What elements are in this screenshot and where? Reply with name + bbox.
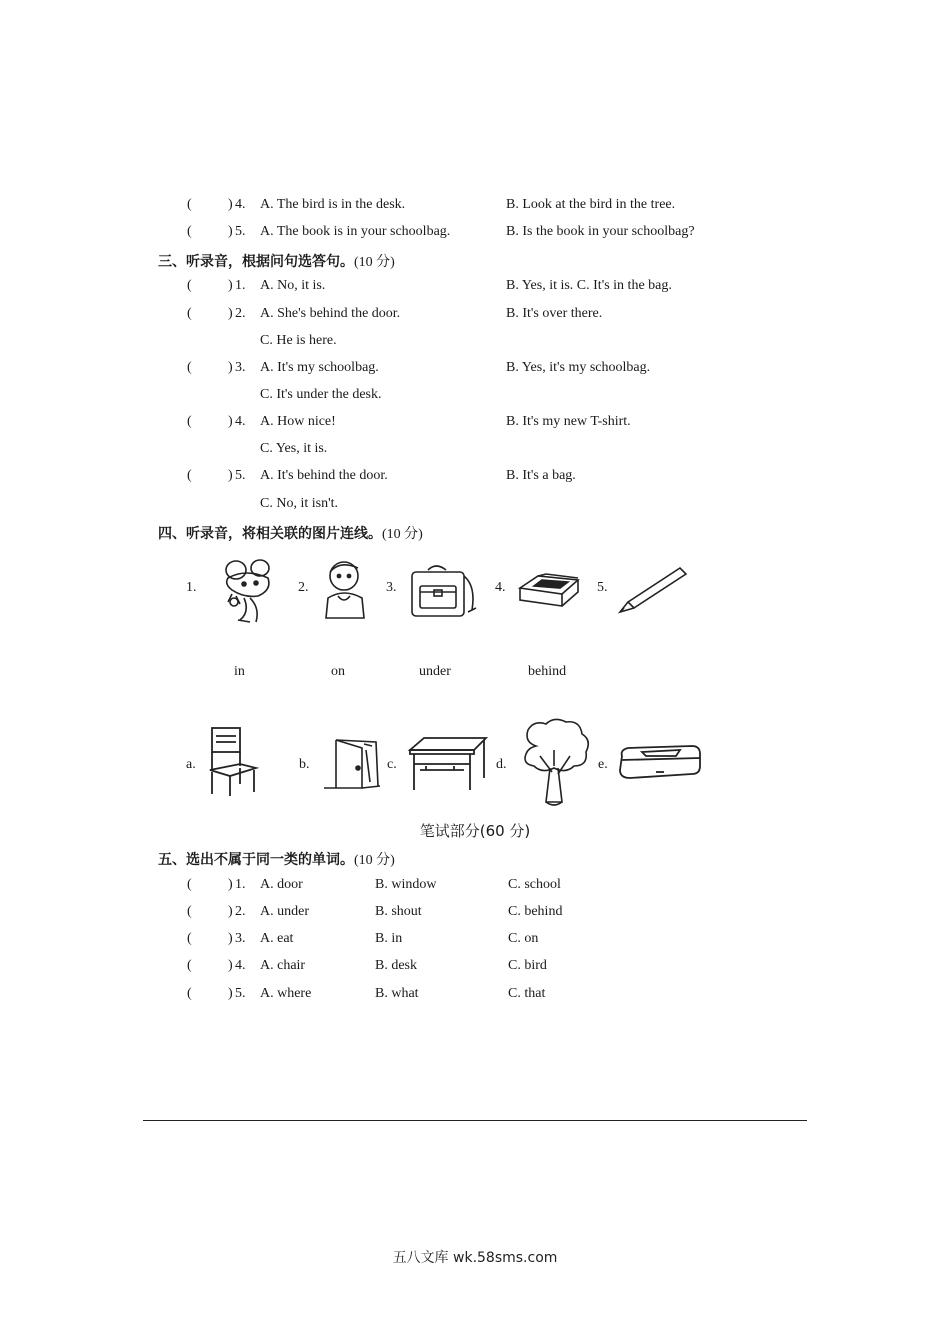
question-row bbox=[0, 360, 950, 380]
position-word: behind bbox=[528, 664, 567, 679]
written-part-title: 笔试部分(60 分) bbox=[419, 822, 531, 840]
option-a: A. She's behind the door. bbox=[260, 306, 401, 321]
question-number: 2. bbox=[235, 904, 246, 919]
section-points: (10 分) bbox=[354, 853, 395, 868]
picture-label: b. bbox=[299, 757, 310, 772]
question-number: 3. bbox=[235, 931, 246, 946]
answer-bracket-close: ) bbox=[228, 197, 233, 212]
option-b: B. Is the book in your schoolbag? bbox=[506, 224, 695, 239]
question-number: 5. bbox=[235, 224, 246, 239]
option-a: A. How nice! bbox=[260, 414, 336, 429]
picture-label: 3. bbox=[386, 580, 397, 595]
option-a: A. The book is in your schoolbag. bbox=[260, 224, 451, 239]
answer-bracket-open[interactable]: ( bbox=[187, 306, 192, 321]
question-row bbox=[0, 877, 950, 897]
question-number: 4. bbox=[235, 197, 246, 212]
answer-bracket-close: ) bbox=[228, 414, 233, 429]
footer-watermark[interactable]: 五八文库 wk.58sms.com bbox=[392, 1250, 558, 1266]
page-divider bbox=[143, 1120, 807, 1121]
answer-bracket-open[interactable]: ( bbox=[187, 224, 192, 239]
question-row bbox=[0, 306, 950, 326]
question-number: 3. bbox=[235, 360, 246, 375]
option-b: B. what bbox=[375, 986, 419, 1001]
answer-bracket-close: ) bbox=[228, 958, 233, 973]
answer-bracket-open[interactable]: ( bbox=[187, 904, 192, 919]
picture-label: c. bbox=[387, 757, 397, 772]
option-b: B. shout bbox=[375, 904, 422, 919]
answer-bracket-open[interactable]: ( bbox=[187, 931, 192, 946]
option-c: C. It's under the desk. bbox=[260, 387, 382, 402]
answer-bracket-open[interactable]: ( bbox=[187, 360, 192, 375]
question-number: 1. bbox=[235, 278, 246, 293]
option-a: A. door bbox=[260, 877, 303, 892]
section-title: 三、听录音，根据问句选答句。 bbox=[158, 254, 354, 270]
section-3-heading bbox=[158, 251, 395, 271]
position-word: in bbox=[234, 664, 245, 679]
question-number: 5. bbox=[235, 986, 246, 1001]
picture-label: a. bbox=[186, 757, 196, 772]
question-row bbox=[0, 197, 950, 217]
question-row bbox=[0, 986, 950, 1006]
answer-bracket-open[interactable]: ( bbox=[187, 877, 192, 892]
answer-bracket-close: ) bbox=[228, 360, 233, 375]
option-b: B. Yes, it is. C. It's in the bag. bbox=[506, 278, 672, 293]
question-row bbox=[0, 931, 950, 951]
option-c: C. Yes, it is. bbox=[260, 441, 328, 456]
option-a: A. under bbox=[260, 904, 309, 919]
question-number: 2. bbox=[235, 306, 246, 321]
section-points: (10 分) bbox=[382, 527, 423, 542]
answer-bracket-close: ) bbox=[228, 306, 233, 321]
pencil-icon[interactable] bbox=[616, 564, 688, 614]
option-b: B. desk bbox=[375, 958, 417, 973]
position-word: on bbox=[331, 664, 345, 679]
option-c: C. behind bbox=[508, 904, 563, 919]
option-c: C. school bbox=[508, 877, 561, 892]
question-number: 1. bbox=[235, 877, 246, 892]
option-b: B. It's a bag. bbox=[506, 468, 576, 483]
option-b: B. Look at the bird in the tree. bbox=[506, 197, 676, 212]
answer-bracket-close: ) bbox=[228, 904, 233, 919]
option-c: C. He is here. bbox=[260, 333, 337, 348]
option-c: C. bird bbox=[508, 958, 547, 973]
option-a: A. chair bbox=[260, 958, 306, 973]
option-b: B. It's over there. bbox=[506, 306, 603, 321]
answer-bracket-close: ) bbox=[228, 986, 233, 1001]
answer-bracket-close: ) bbox=[228, 931, 233, 946]
option-c: C. No, it isn't. bbox=[260, 496, 338, 511]
position-word: under bbox=[419, 664, 451, 679]
question-row bbox=[0, 468, 950, 488]
option-c: C. that bbox=[508, 986, 546, 1001]
picture-label: e. bbox=[598, 757, 608, 772]
picture-label: 2. bbox=[298, 580, 309, 595]
section-5-heading bbox=[158, 849, 395, 869]
desk-icon[interactable] bbox=[406, 734, 490, 792]
eraser-icon[interactable] bbox=[516, 570, 582, 610]
option-c-row bbox=[0, 333, 950, 353]
question-row bbox=[0, 958, 950, 978]
tree-icon[interactable] bbox=[516, 716, 594, 810]
section-points: (10 分) bbox=[354, 255, 395, 270]
option-b: B. Yes, it's my schoolbag. bbox=[506, 360, 651, 375]
option-c-row bbox=[0, 387, 950, 407]
section-title: 四、听录音，将相关联的图片连线。 bbox=[158, 526, 382, 542]
question-row bbox=[0, 414, 950, 434]
answer-bracket-close: ) bbox=[228, 468, 233, 483]
option-a: A. eat bbox=[260, 931, 294, 946]
question-row bbox=[0, 224, 950, 244]
answer-bracket-close: ) bbox=[228, 224, 233, 239]
option-b: B. It's my new T-shirt. bbox=[506, 414, 631, 429]
option-c-row bbox=[0, 496, 950, 516]
option-a: A. where bbox=[260, 986, 312, 1001]
answer-bracket-close: ) bbox=[228, 877, 233, 892]
schoolbag-icon[interactable] bbox=[406, 562, 478, 620]
picture-label: d. bbox=[496, 757, 507, 772]
picture-label: 1. bbox=[186, 580, 197, 595]
option-c: C. on bbox=[508, 931, 539, 946]
picture-label: 4. bbox=[495, 580, 506, 595]
mouse-icon[interactable] bbox=[210, 558, 282, 626]
question-row bbox=[0, 278, 950, 298]
answer-bracket-open[interactable]: ( bbox=[187, 414, 192, 429]
answer-bracket-close: ) bbox=[228, 278, 233, 293]
option-a: A. It's my schoolbag. bbox=[260, 360, 379, 375]
answer-bracket-open[interactable]: ( bbox=[187, 468, 192, 483]
picture-label: 5. bbox=[597, 580, 608, 595]
option-c-row bbox=[0, 441, 950, 461]
option-a: A. It's behind the door. bbox=[260, 468, 388, 483]
question-number: 4. bbox=[235, 414, 246, 429]
answer-bracket-open[interactable]: ( bbox=[187, 278, 192, 293]
pencil-box-icon[interactable] bbox=[616, 742, 704, 782]
option-a: A. The bird is in the desk. bbox=[260, 197, 406, 212]
section-4-heading bbox=[158, 523, 423, 543]
question-number: 4. bbox=[235, 958, 246, 973]
answer-bracket-open[interactable]: ( bbox=[187, 958, 192, 973]
question-number: 5. bbox=[235, 468, 246, 483]
option-b: B. in bbox=[375, 931, 403, 946]
question-row bbox=[0, 904, 950, 924]
chair-icon[interactable] bbox=[206, 726, 260, 798]
boy-icon[interactable] bbox=[320, 558, 370, 622]
answer-bracket-open[interactable]: ( bbox=[187, 986, 192, 1001]
option-a: A. No, it is. bbox=[260, 278, 326, 293]
option-b: B. window bbox=[375, 877, 437, 892]
door-icon[interactable] bbox=[322, 736, 384, 792]
answer-bracket-open[interactable]: ( bbox=[187, 197, 192, 212]
section-title: 五、选出不属于同一类的单词。 bbox=[158, 852, 354, 868]
